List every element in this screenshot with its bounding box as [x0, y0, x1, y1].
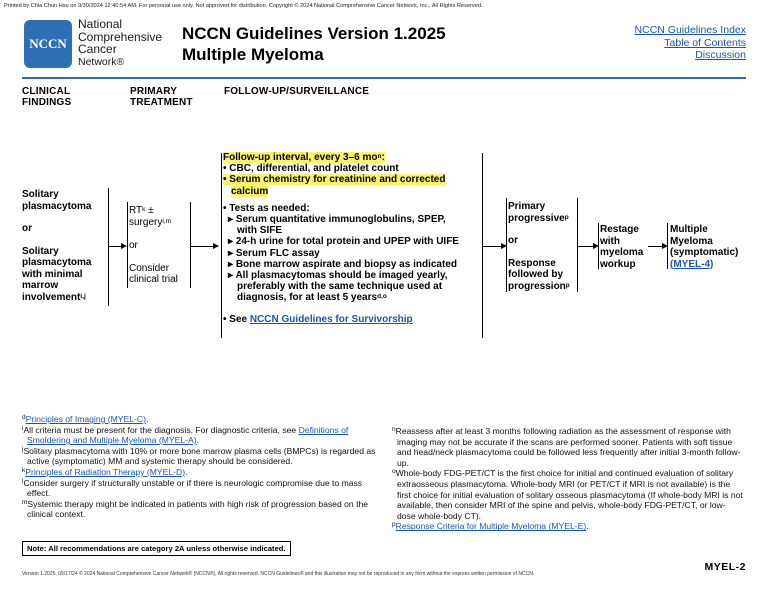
footnote-marker: o [392, 468, 396, 476]
outcome-text [670, 224, 738, 270]
interval-line [223, 152, 479, 163]
clinical-findings-text [22, 189, 91, 303]
org-name-line: National [78, 17, 123, 31]
progression-line: Primary [508, 201, 546, 212]
progression-line: Response [508, 257, 556, 269]
primary-treatment-text [129, 205, 178, 286]
header-line: FINDINGS [22, 97, 72, 108]
footnote-ref: d,o [377, 293, 387, 301]
progression-line [508, 281, 570, 293]
table-of-contents-link[interactable]: Table of Contents [664, 36, 746, 49]
page-id: MYEL-2 [704, 561, 746, 573]
rt-line [129, 205, 178, 217]
myel4-link[interactable]: (MYEL-4) [670, 258, 714, 270]
footnote-ref: l,m [162, 217, 172, 225]
footnote-text: Systemic therapy might be indicated in patients with high risk of progression based on the clinical context. [27, 498, 369, 520]
footnote-text: Whole-body FDG-PET/CT is the first choice for initial and continued evaluation of solitary extraosseous plasmacytoma. Whole-body MRI (or PET/CT if MRI is not available) is the first choice for initial evaluation of solitary osseous plasmacytoma (If whole-body MRI is not available, then consider MRI of the spine and pelvis, whole-body FDG-PET/CT, or low-dose whole-body CT). [395, 468, 743, 521]
or-label: or [22, 223, 32, 234]
footnote [22, 499, 378, 520]
footnote-ref: n [377, 153, 382, 160]
test-text: All plasmacytomas should be imaged yearly, [235, 270, 448, 282]
footnote [392, 426, 744, 468]
interval-highlight [223, 152, 385, 163]
restage-line: myeloma [600, 247, 644, 258]
discussion-link[interactable]: Discussion [695, 49, 746, 61]
finding-line [22, 292, 91, 304]
printed-by-line: Printed by Chia Chun Hsu on 9/30/2024 12:40:54 AM. For personal use only. Not approved for distribution. Copyright © 2024 National Comprehensive Cancer Network, Inc., All Rights Reserved. [4, 3, 483, 9]
footnote-ref: i,j [80, 292, 86, 300]
test-text: Bone marrow aspirate and biopsy as indicated [235, 258, 457, 270]
restage-line: Restage [600, 224, 639, 235]
bracket-findings [108, 188, 109, 306]
progression-line [508, 213, 570, 225]
arrow-line [190, 246, 215, 247]
see-survivorship [223, 314, 479, 325]
footnote-tail: . [196, 435, 199, 446]
bullet-chemistry-cont [223, 186, 479, 197]
footnote [22, 478, 378, 499]
footnotes-left [22, 414, 378, 520]
footnote-tail: . [586, 521, 589, 532]
footnote-marker: d [22, 414, 26, 421]
restage-line: with [600, 235, 620, 247]
outcome-line: (symptomatic) [670, 247, 739, 258]
category-note: Note: All recommendations are category 2A unless otherwise indicated. [22, 541, 291, 556]
footnote-tail: . [145, 414, 149, 424]
footnote-marker: k [22, 466, 26, 474]
footnote [22, 425, 378, 446]
finding-line: plasmacytoma [22, 200, 92, 212]
footnote-marker: l [22, 477, 24, 485]
bracket-outcome [667, 223, 668, 269]
tests-heading: • Tests as needed: [223, 202, 310, 214]
surgery-line [129, 217, 178, 229]
bullet-chemistry [223, 174, 479, 185]
rt-plus: ± [145, 205, 154, 216]
finding-line: Solitary [22, 245, 59, 257]
logo-text: NCCN [29, 36, 67, 51]
header-line: CLINICAL [22, 86, 71, 97]
test-item: ▸ Bone marrow aspirate and biopsy as indicated [228, 258, 457, 270]
bracket-treatment [127, 202, 128, 288]
rt-label: RT [129, 205, 143, 216]
test-item: ▸ Serum quantitative immunoglobulins, SPEP, [228, 214, 446, 226]
test-item: ▸ 24-h urine for total protein and UPEP with UIFE [228, 236, 459, 248]
org-name-line: Comprehensive [78, 29, 163, 44]
header-divider [22, 77, 746, 79]
header-line: PRIMARY [130, 86, 178, 97]
chemistry-line: • Serum chemistry for creatinine and corrected [223, 174, 446, 186]
test-text-cont [223, 292, 479, 303]
top-nav-links [635, 24, 746, 62]
title-version: NCCN Guidelines Version 1.2025 [182, 24, 446, 43]
chemistry-line: calcium [231, 185, 269, 197]
footnote-ref: k [142, 206, 146, 213]
surgery-label: surgery [129, 216, 163, 228]
footnote-tail: . [185, 466, 188, 477]
org-name-line: Network® [78, 55, 125, 68]
footnote [22, 467, 378, 478]
bracket-progression-right [577, 198, 578, 292]
finding-line: Solitary [22, 189, 59, 200]
test-text-cont: preferably with the same technique used at [237, 281, 443, 293]
bracket-treatment-right [190, 202, 191, 288]
test-text: Serum quantitative immunoglobulins, SPEP, [235, 214, 446, 226]
outcome-line: Myeloma [670, 235, 713, 247]
progression-word: progressive [508, 212, 565, 224]
radiation-principles-link[interactable]: Principles of Radiation Therapy (MYEL-D) [25, 466, 186, 477]
footnote [392, 521, 744, 532]
finding-text: involvement [22, 291, 81, 303]
footnotes-right [392, 426, 744, 532]
finding-line: with minimal [22, 268, 83, 280]
progression-line: followed by [508, 269, 563, 280]
header-primary-treatment [130, 86, 193, 108]
footnote [22, 446, 378, 467]
org-name-line: Cancer [78, 42, 117, 56]
progression-word: progression [508, 280, 566, 292]
outcome-line: Multiple [670, 224, 708, 235]
header-line: TREATMENT [130, 97, 193, 108]
footnote-text: Consider surgery if structurally unstable or if there is neurologic compromise due to mass effect. [23, 477, 363, 499]
see-text: • See [223, 313, 250, 325]
footnote-text: Solitary plasmacytoma with 10% or more bone marrow plasma cells (BMPCs) is regarded as active (symptomatic) MM and systemic therapy should be considered. [23, 445, 376, 467]
bracket-restage [598, 223, 599, 269]
footnote-marker: i [22, 424, 24, 432]
bracket-progression [506, 198, 507, 292]
nccn-logo[interactable] [24, 20, 72, 68]
organization-name [78, 18, 162, 68]
footnote-ref: p [564, 213, 569, 221]
footnote-marker: n [392, 426, 396, 433]
test-text: diagnosis, for at least 5 years [237, 292, 378, 304]
title-topic: Multiple Myeloma [182, 45, 324, 64]
survivorship-link[interactable]: NCCN Guidelines for Survivorship [249, 313, 413, 325]
finding-line: marrow [22, 280, 59, 291]
restage-text [600, 224, 643, 270]
footnote-ref: p [565, 281, 570, 289]
header-followup: FOLLOW-UP/SURVEILLANCE [224, 86, 370, 97]
interval-colon: : [381, 152, 385, 163]
test-text: 24-h urine for total protein and UPEP with UIFE [235, 236, 459, 248]
test-item: ▸ All plasmacytomas should be imaged yearly, [228, 270, 448, 282]
test-text: Serum FLC assay [235, 247, 320, 259]
consider-line: Consider [129, 262, 170, 274]
footnote-marker: p [392, 521, 396, 529]
definitions-link[interactable]: Definitions of Smoldering and Multiple Myeloma (MYEL-A) [27, 424, 349, 446]
test-text-cont: with SIFE [237, 225, 282, 237]
interval-text: Follow-up interval, every 3–6 mo [223, 152, 378, 163]
followup-text [223, 152, 479, 325]
or-label: or [508, 235, 518, 246]
footnote-text: All criteria must be present for the diagnosis. For diagnostic criteria, see [23, 424, 297, 435]
page-title [182, 23, 446, 65]
arrow-head [213, 243, 219, 249]
bracket-followup [221, 153, 222, 338]
or-label: or [129, 240, 138, 251]
test-item: ▸ Serum FLC assay [228, 247, 320, 259]
response-criteria-link[interactable]: Response Criteria for Multiple Myeloma (MYEL-E) [395, 521, 587, 532]
footnote [392, 468, 744, 521]
header-clinical-findings [22, 86, 71, 108]
footnote-marker: m [22, 498, 28, 506]
progression-text [508, 201, 570, 292]
restage-line: workup [600, 258, 636, 270]
arrow-line [482, 246, 503, 247]
imaging-principles-link[interactable]: Principles of Imaging (MYEL-C) [25, 414, 146, 424]
guidelines-index-link[interactable]: NCCN Guidelines Index [634, 24, 746, 36]
footnote-marker: j [22, 445, 24, 453]
copyright-footer: Version 1.2025, 09/17/24 © 2024 National Comprehensive Cancer Network® (NCCN®), All rights reserved. NCCN Guidelines® and this illustration may not be reproduced in any form without the express written permission of NCCN. [22, 571, 535, 577]
footnote [22, 414, 378, 425]
bullet-cbc: • CBC, differential, and platelet count [223, 163, 399, 175]
finding-line: plasmacytoma [22, 257, 92, 268]
footnote-text: Reassess after at least 3 months following radiation as the assessment of response with imaging may not be accurate if the scans are performed sooner. Patients with soft tissue and head/neck plasmacytoma could be followed less frequently after initial 3-month follow-up. [395, 426, 741, 468]
consider-line: clinical trial [129, 274, 178, 285]
